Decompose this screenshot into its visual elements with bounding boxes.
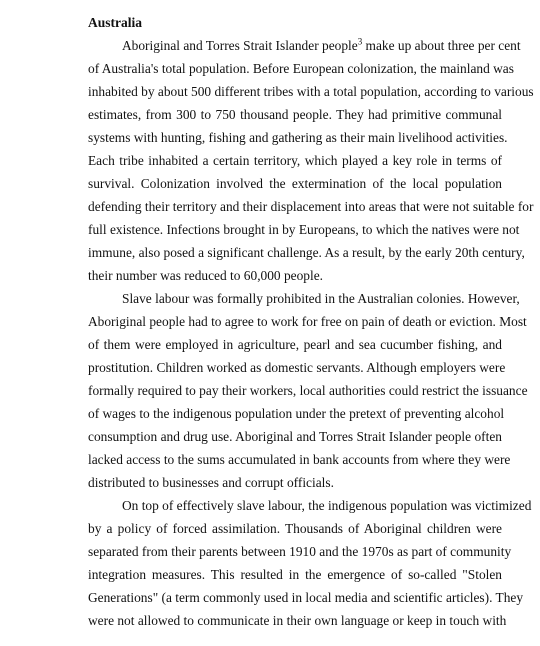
text-line <box>54 34 521 57</box>
text-line: lacked access to the sums accumulated in bank accounts from where they were <box>88 452 511 467</box>
text-line: of wages to the indigenous population under the pretext of preventing alcohol <box>88 406 505 421</box>
text-line: formally required to pay their workers, local authorities could restrict the issuance <box>88 383 528 398</box>
text-line-start: Aboriginal and Torres Strait Islander people <box>122 38 358 53</box>
text-line: systems with hunting, fishing and gathering as their main livelihood activities. <box>88 130 508 145</box>
text-line: of Australia's total population. Before European colonization, the mainland was <box>88 61 514 76</box>
text-line: by a policy of forced assimilation. Thousands of Aboriginal children were <box>88 521 502 536</box>
text-line: estimates, from 300 to 750 thousand people. They had primitive communal <box>88 107 502 122</box>
text-line-end: make up about three per cent <box>362 38 521 53</box>
document-page <box>54 11 534 632</box>
text-line: prostitution. Children worked as domestic servants. Although employers were <box>88 360 506 375</box>
text-line: Each tribe inhabited a certain territory, which played a key role in terms of <box>88 153 502 168</box>
text-line: Aboriginal people had to agree to work for free on pain of death or eviction. Most <box>88 314 527 329</box>
text-line: Generations" (a term commonly used in local media and scientific articles). They <box>88 590 524 605</box>
text-line: of them were employed in agriculture, pearl and sea cucumber fishing, and <box>88 337 502 352</box>
text-line: inhabited by about 500 different tribes with a total population, according to various <box>88 84 534 99</box>
text-line: separated from their parents between 1910 and the 1970s as part of community <box>88 544 512 559</box>
text-line: integration measures. This resulted in the emergence of so-called "Stolen <box>88 567 502 582</box>
text-line: consumption and drug use. Aboriginal and Torres Strait Islander people often <box>88 429 502 444</box>
text-line: immune, also posed a significant challenge. As a result, by the early 20th century, <box>88 245 525 260</box>
paragraph-3 <box>54 494 532 632</box>
text-line: their number was reduced to 60,000 people. <box>88 268 324 283</box>
paragraph-2 <box>54 287 528 494</box>
text-line: full existence. Infections brought in by Europeans, to which the natives were not <box>88 222 520 237</box>
paragraph-1 <box>54 34 534 287</box>
text-line: Slave labour was formally prohibited in the Australian colonies. However, <box>122 291 520 306</box>
text-line: On top of effectively slave labour, the indigenous population was victimized <box>122 498 532 513</box>
text-line: defending their territory and their displacement into areas that were not suitable for <box>88 199 534 214</box>
section-heading: Australia <box>88 15 142 30</box>
text-line: distributed to businesses and corrupt officials. <box>88 475 334 490</box>
text-line: survival. Colonization involved the extermination of the local population <box>88 176 502 191</box>
text-line: were not allowed to communicate in their own language or keep in touch with <box>88 613 507 628</box>
footnote-marker[interactable]: 3 <box>357 36 363 47</box>
